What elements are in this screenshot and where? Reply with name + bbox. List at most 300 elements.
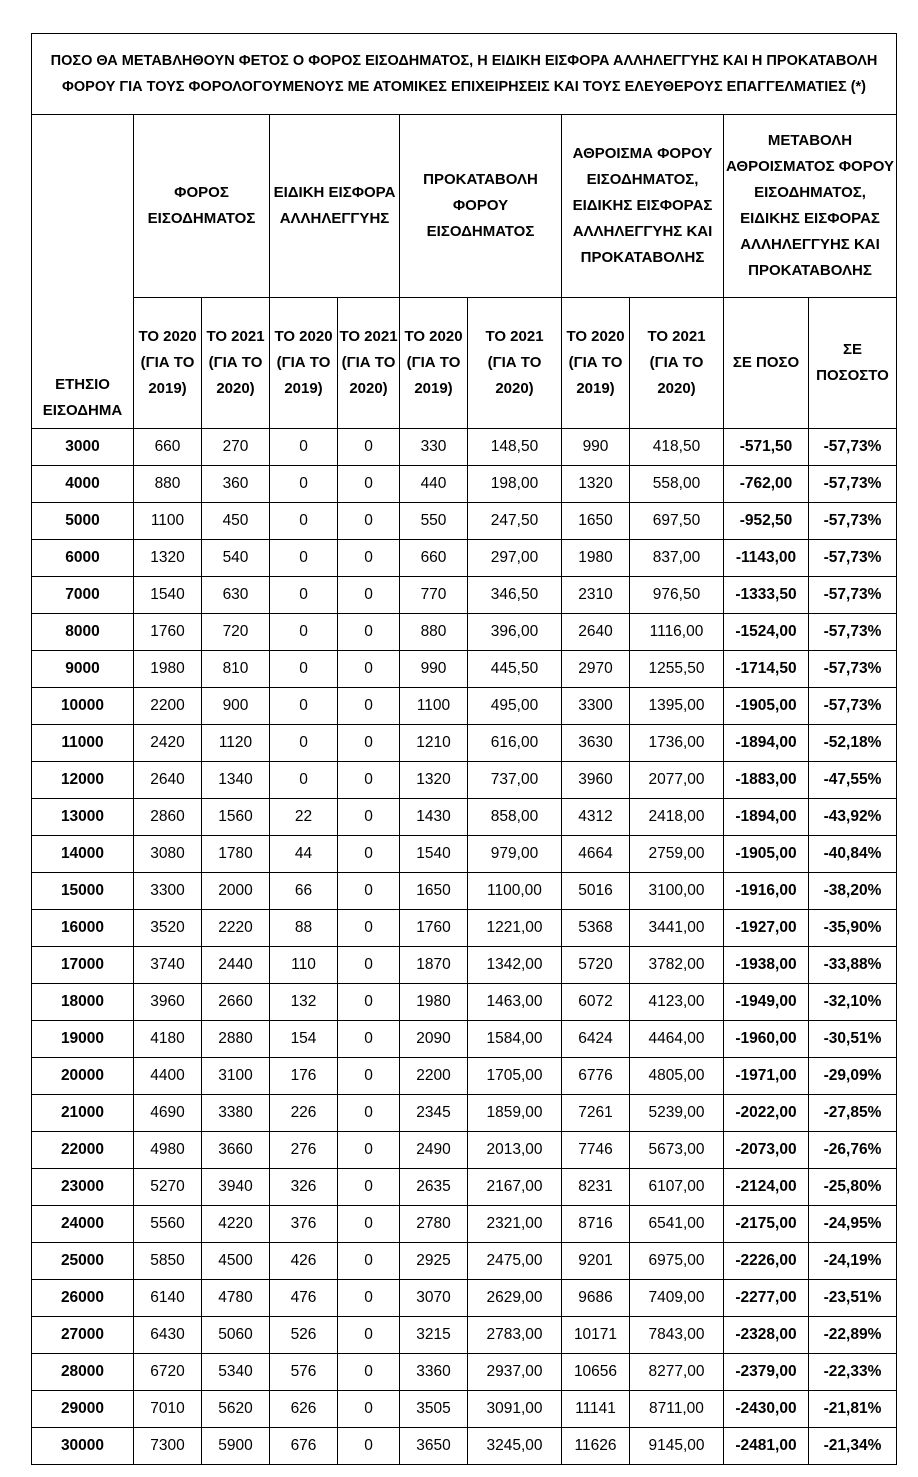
table-row	[32, 503, 897, 540]
cell-solidarity-2020: 0	[270, 725, 338, 762]
cell-prepayment-2020: 1430	[400, 799, 468, 836]
subheader-solidarity-2020: ΤΟ 2020 (ΓΙΑ ΤΟ 2019)	[270, 298, 338, 429]
cell-solidarity-2021: 0	[338, 1243, 400, 1280]
cell-change-percent: -57,73%	[809, 429, 897, 466]
cell-prepayment-2021: 2783,00	[468, 1317, 562, 1354]
cell-total-2021: 3782,00	[630, 947, 724, 984]
cell-prepayment-2020: 2635	[400, 1169, 468, 1206]
cell-solidarity-2020: 526	[270, 1317, 338, 1354]
cell-income: 7000	[32, 577, 134, 614]
cell-prepayment-2021: 2629,00	[468, 1280, 562, 1317]
table-row	[32, 577, 897, 614]
header-tax-prepayment: ΠΡΟΚΑΤΑΒΟΛΗ ΦΟΡΟΥ ΕΙΣΟΔΗΜΑΤΟΣ	[400, 115, 562, 298]
cell-total-2021: 7409,00	[630, 1280, 724, 1317]
cell-income: 17000	[32, 947, 134, 984]
cell-change-percent: -29,09%	[809, 1058, 897, 1095]
header-income-tax: ΦΟΡΟΣ ΕΙΣΟΔΗΜΑΤΟΣ	[134, 115, 270, 298]
cell-income: 25000	[32, 1243, 134, 1280]
cell-solidarity-2021: 0	[338, 651, 400, 688]
cell-income-tax-2021: 2880	[202, 1021, 270, 1058]
cell-solidarity-2021: 0	[338, 1206, 400, 1243]
cell-income: 28000	[32, 1354, 134, 1391]
cell-solidarity-2021: 0	[338, 725, 400, 762]
cell-income-tax-2021: 4220	[202, 1206, 270, 1243]
cell-change-amount: -571,50	[724, 429, 809, 466]
table-row	[32, 1169, 897, 1206]
cell-prepayment-2020: 1320	[400, 762, 468, 799]
cell-income-tax-2021: 4500	[202, 1243, 270, 1280]
cell-prepayment-2021: 1584,00	[468, 1021, 562, 1058]
cell-income-tax-2020: 5270	[134, 1169, 202, 1206]
cell-total-2021: 8711,00	[630, 1391, 724, 1428]
cell-prepayment-2021: 495,00	[468, 688, 562, 725]
cell-change-percent: -47,55%	[809, 762, 897, 799]
cell-income: 3000	[32, 429, 134, 466]
cell-income: 30000	[32, 1428, 134, 1465]
cell-change-percent: -24,95%	[809, 1206, 897, 1243]
cell-income-tax-2020: 2860	[134, 799, 202, 836]
cell-prepayment-2021: 858,00	[468, 799, 562, 836]
cell-change-percent: -26,76%	[809, 1132, 897, 1169]
cell-prepayment-2021: 1859,00	[468, 1095, 562, 1132]
table-row	[32, 466, 897, 503]
cell-solidarity-2020: 110	[270, 947, 338, 984]
cell-prepayment-2021: 2475,00	[468, 1243, 562, 1280]
cell-income-tax-2020: 660	[134, 429, 202, 466]
cell-solidarity-2020: 676	[270, 1428, 338, 1465]
cell-income: 6000	[32, 540, 134, 577]
cell-total-2020: 5720	[562, 947, 630, 984]
table-body	[32, 429, 897, 1465]
cell-solidarity-2020: 426	[270, 1243, 338, 1280]
cell-solidarity-2020: 176	[270, 1058, 338, 1095]
table-row	[32, 1428, 897, 1465]
cell-prepayment-2021: 1100,00	[468, 873, 562, 910]
table-row	[32, 1317, 897, 1354]
cell-change-percent: -57,73%	[809, 688, 897, 725]
cell-prepayment-2020: 2200	[400, 1058, 468, 1095]
cell-income-tax-2020: 3740	[134, 947, 202, 984]
cell-change-percent: -22,89%	[809, 1317, 897, 1354]
cell-income: 8000	[32, 614, 134, 651]
cell-income: 26000	[32, 1280, 134, 1317]
cell-income: 5000	[32, 503, 134, 540]
cell-change-percent: -32,10%	[809, 984, 897, 1021]
cell-total-2020: 7261	[562, 1095, 630, 1132]
subheader-income-tax-2021: ΤΟ 2021 (ΓΙΑ ΤΟ 2020)	[202, 298, 270, 429]
table-row	[32, 1132, 897, 1169]
cell-prepayment-2021: 616,00	[468, 725, 562, 762]
cell-total-2020: 2970	[562, 651, 630, 688]
tax-change-table	[31, 33, 897, 1465]
cell-total-2020: 3630	[562, 725, 630, 762]
cell-solidarity-2020: 154	[270, 1021, 338, 1058]
cell-income-tax-2021: 1780	[202, 836, 270, 873]
cell-income: 22000	[32, 1132, 134, 1169]
cell-prepayment-2021: 198,00	[468, 466, 562, 503]
cell-total-2020: 2640	[562, 614, 630, 651]
cell-income: 23000	[32, 1169, 134, 1206]
cell-change-percent: -57,73%	[809, 577, 897, 614]
cell-prepayment-2021: 2321,00	[468, 1206, 562, 1243]
cell-solidarity-2021: 0	[338, 1354, 400, 1391]
cell-prepayment-2021: 1342,00	[468, 947, 562, 984]
cell-change-amount: -2277,00	[724, 1280, 809, 1317]
table-row	[32, 1021, 897, 1058]
cell-income-tax-2020: 880	[134, 466, 202, 503]
cell-income-tax-2021: 5340	[202, 1354, 270, 1391]
cell-total-2020: 8716	[562, 1206, 630, 1243]
cell-change-percent: -57,73%	[809, 503, 897, 540]
cell-change-percent: -57,73%	[809, 540, 897, 577]
cell-income-tax-2021: 5620	[202, 1391, 270, 1428]
cell-solidarity-2021: 0	[338, 540, 400, 577]
cell-solidarity-2021: 0	[338, 947, 400, 984]
cell-income-tax-2020: 3520	[134, 910, 202, 947]
cell-income-tax-2020: 6720	[134, 1354, 202, 1391]
cell-solidarity-2020: 226	[270, 1095, 338, 1132]
cell-income-tax-2021: 630	[202, 577, 270, 614]
table-row	[32, 1391, 897, 1428]
cell-change-amount: -1905,00	[724, 836, 809, 873]
cell-prepayment-2020: 770	[400, 577, 468, 614]
subheader-total-2020: ΤΟ 2020 (ΓΙΑ ΤΟ 2019)	[562, 298, 630, 429]
cell-change-percent: -43,92%	[809, 799, 897, 836]
cell-total-2021: 3100,00	[630, 873, 724, 910]
cell-change-amount: -2328,00	[724, 1317, 809, 1354]
cell-total-2021: 1255,50	[630, 651, 724, 688]
cell-prepayment-2020: 1870	[400, 947, 468, 984]
cell-total-2020: 4312	[562, 799, 630, 836]
cell-change-amount: -1524,00	[724, 614, 809, 651]
header-total-sum: ΑΘΡΟΙΣΜΑ ΦΟΡΟΥ ΕΙΣΟΔΗΜΑΤΟΣ, ΕΙΔΙΚΗΣ ΕΙΣΦΟΡΑΣ ΑΛΛΗΛΕΓΓΥΗΣ ΚΑΙ ΠΡΟΚΑΤΑΒΟΛΗΣ	[562, 115, 724, 298]
cell-total-2020: 11626	[562, 1428, 630, 1465]
cell-change-percent: -24,19%	[809, 1243, 897, 1280]
cell-income-tax-2020: 7010	[134, 1391, 202, 1428]
cell-income-tax-2020: 2640	[134, 762, 202, 799]
cell-change-percent: -23,51%	[809, 1280, 897, 1317]
cell-change-amount: -1949,00	[724, 984, 809, 1021]
subheader-change-amount: ΣΕ ΠΟΣΟ	[724, 298, 809, 429]
cell-total-2021: 8277,00	[630, 1354, 724, 1391]
cell-change-amount: -2175,00	[724, 1206, 809, 1243]
cell-prepayment-2021: 247,50	[468, 503, 562, 540]
header-total-change: ΜΕΤΑΒΟΛΗ ΑΘΡΟΙΣΜΑΤΟΣ ΦΟΡΟΥ ΕΙΣΟΔΗΜΑΤΟΣ, ΕΙΔΙΚΗΣ ΕΙΣΦΟΡΑΣ ΑΛΛΗΛΕΓΓΥΗΣ ΚΑΙ ΠΡΟΚΑΤΑΒΟΛΗΣ	[724, 115, 897, 298]
cell-income-tax-2021: 270	[202, 429, 270, 466]
cell-income: 4000	[32, 466, 134, 503]
cell-income: 29000	[32, 1391, 134, 1428]
cell-income-tax-2021: 3660	[202, 1132, 270, 1169]
cell-total-2021: 9145,00	[630, 1428, 724, 1465]
cell-change-amount: -1883,00	[724, 762, 809, 799]
cell-solidarity-2020: 0	[270, 429, 338, 466]
cell-solidarity-2021: 0	[338, 1391, 400, 1428]
cell-change-amount: -1905,00	[724, 688, 809, 725]
cell-prepayment-2020: 3505	[400, 1391, 468, 1428]
table-row	[32, 429, 897, 466]
cell-solidarity-2020: 0	[270, 503, 338, 540]
cell-change-amount: -1333,50	[724, 577, 809, 614]
table-row	[32, 836, 897, 873]
cell-total-2020: 1650	[562, 503, 630, 540]
cell-income-tax-2020: 3300	[134, 873, 202, 910]
cell-change-percent: -38,20%	[809, 873, 897, 910]
cell-total-2020: 8231	[562, 1169, 630, 1206]
cell-solidarity-2020: 0	[270, 540, 338, 577]
table-row	[32, 910, 897, 947]
cell-change-amount: -1938,00	[724, 947, 809, 984]
cell-prepayment-2021: 1463,00	[468, 984, 562, 1021]
cell-change-percent: -57,73%	[809, 466, 897, 503]
cell-total-2021: 2759,00	[630, 836, 724, 873]
cell-total-2020: 2310	[562, 577, 630, 614]
subheader-solidarity-2021: ΤΟ 2021 (ΓΙΑ ΤΟ 2020)	[338, 298, 400, 429]
cell-change-amount: -1971,00	[724, 1058, 809, 1095]
cell-solidarity-2020: 576	[270, 1354, 338, 1391]
cell-total-2021: 3441,00	[630, 910, 724, 947]
cell-total-2020: 5368	[562, 910, 630, 947]
cell-solidarity-2021: 0	[338, 466, 400, 503]
cell-change-percent: -35,90%	[809, 910, 897, 947]
cell-prepayment-2021: 1705,00	[468, 1058, 562, 1095]
table-row	[32, 1280, 897, 1317]
cell-prepayment-2020: 3070	[400, 1280, 468, 1317]
table-row	[32, 688, 897, 725]
cell-solidarity-2021: 0	[338, 1169, 400, 1206]
table-row	[32, 984, 897, 1021]
cell-solidarity-2020: 88	[270, 910, 338, 947]
cell-solidarity-2021: 0	[338, 1095, 400, 1132]
cell-prepayment-2020: 2780	[400, 1206, 468, 1243]
cell-solidarity-2020: 132	[270, 984, 338, 1021]
cell-prepayment-2020: 1760	[400, 910, 468, 947]
cell-prepayment-2020: 440	[400, 466, 468, 503]
cell-total-2021: 4123,00	[630, 984, 724, 1021]
cell-solidarity-2021: 0	[338, 836, 400, 873]
cell-solidarity-2021: 0	[338, 762, 400, 799]
cell-solidarity-2021: 0	[338, 614, 400, 651]
cell-income: 19000	[32, 1021, 134, 1058]
cell-solidarity-2021: 0	[338, 984, 400, 1021]
cell-change-percent: -57,73%	[809, 614, 897, 651]
cell-income-tax-2020: 1100	[134, 503, 202, 540]
cell-income-tax-2021: 3380	[202, 1095, 270, 1132]
cell-change-amount: -1714,50	[724, 651, 809, 688]
cell-income-tax-2021: 1340	[202, 762, 270, 799]
cell-change-amount: -1894,00	[724, 725, 809, 762]
cell-income-tax-2020: 4980	[134, 1132, 202, 1169]
cell-change-amount: -1143,00	[724, 540, 809, 577]
cell-change-percent: -21,34%	[809, 1428, 897, 1465]
cell-total-2021: 7843,00	[630, 1317, 724, 1354]
cell-prepayment-2020: 880	[400, 614, 468, 651]
cell-solidarity-2020: 0	[270, 577, 338, 614]
cell-total-2020: 1320	[562, 466, 630, 503]
cell-solidarity-2020: 0	[270, 688, 338, 725]
cell-total-2020: 9686	[562, 1280, 630, 1317]
cell-solidarity-2021: 0	[338, 873, 400, 910]
cell-prepayment-2020: 550	[400, 503, 468, 540]
cell-change-percent: -40,84%	[809, 836, 897, 873]
cell-solidarity-2020: 0	[270, 762, 338, 799]
cell-income-tax-2020: 5560	[134, 1206, 202, 1243]
cell-income-tax-2021: 5900	[202, 1428, 270, 1465]
cell-prepayment-2020: 2090	[400, 1021, 468, 1058]
cell-total-2021: 1736,00	[630, 725, 724, 762]
cell-solidarity-2021: 0	[338, 688, 400, 725]
table-row	[32, 873, 897, 910]
header-annual-income: ΕΤΗΣΙΟ ΕΙΣΟΔΗΜΑ	[32, 115, 134, 429]
table-row	[32, 947, 897, 984]
cell-prepayment-2020: 990	[400, 651, 468, 688]
cell-total-2021: 697,50	[630, 503, 724, 540]
table-row	[32, 1095, 897, 1132]
cell-prepayment-2020: 3650	[400, 1428, 468, 1465]
cell-solidarity-2020: 0	[270, 614, 338, 651]
cell-income-tax-2020: 3960	[134, 984, 202, 1021]
cell-income-tax-2020: 5850	[134, 1243, 202, 1280]
cell-income-tax-2021: 810	[202, 651, 270, 688]
cell-total-2020: 7746	[562, 1132, 630, 1169]
cell-total-2021: 6107,00	[630, 1169, 724, 1206]
cell-solidarity-2020: 626	[270, 1391, 338, 1428]
cell-income-tax-2021: 360	[202, 466, 270, 503]
cell-prepayment-2020: 660	[400, 540, 468, 577]
cell-income-tax-2020: 3080	[134, 836, 202, 873]
cell-income-tax-2020: 1320	[134, 540, 202, 577]
cell-total-2020: 9201	[562, 1243, 630, 1280]
cell-prepayment-2021: 346,50	[468, 577, 562, 614]
header-solidarity-contribution: ΕΙΔΙΚΗ ΕΙΣΦΟΡΑ ΑΛΛΗΛΕΓΓΥΗΣ	[270, 115, 400, 298]
cell-income-tax-2021: 1560	[202, 799, 270, 836]
cell-change-amount: -2226,00	[724, 1243, 809, 1280]
table-row	[32, 1058, 897, 1095]
cell-prepayment-2020: 1210	[400, 725, 468, 762]
cell-income: 10000	[32, 688, 134, 725]
cell-income-tax-2020: 4180	[134, 1021, 202, 1058]
cell-prepayment-2021: 3091,00	[468, 1391, 562, 1428]
cell-total-2021: 558,00	[630, 466, 724, 503]
table-row	[32, 1206, 897, 1243]
cell-total-2020: 6776	[562, 1058, 630, 1095]
cell-prepayment-2020: 1650	[400, 873, 468, 910]
cell-income: 24000	[32, 1206, 134, 1243]
subheader-change-percent: ΣΕ ΠΟΣΟΣΤΟ	[809, 298, 897, 429]
cell-total-2021: 5239,00	[630, 1095, 724, 1132]
cell-income-tax-2020: 6140	[134, 1280, 202, 1317]
cell-change-amount: -2124,00	[724, 1169, 809, 1206]
cell-change-amount: -1916,00	[724, 873, 809, 910]
cell-income-tax-2020: 2420	[134, 725, 202, 762]
cell-income-tax-2021: 2220	[202, 910, 270, 947]
cell-prepayment-2021: 445,50	[468, 651, 562, 688]
cell-income-tax-2021: 3100	[202, 1058, 270, 1095]
cell-income-tax-2020: 1980	[134, 651, 202, 688]
cell-change-amount: -2430,00	[724, 1391, 809, 1428]
cell-solidarity-2021: 0	[338, 1280, 400, 1317]
table-row	[32, 540, 897, 577]
cell-total-2020: 10656	[562, 1354, 630, 1391]
cell-solidarity-2021: 0	[338, 1058, 400, 1095]
cell-total-2020: 990	[562, 429, 630, 466]
cell-change-amount: -1960,00	[724, 1021, 809, 1058]
cell-prepayment-2020: 1100	[400, 688, 468, 725]
subheader-total-2021: ΤΟ 2021 (ΓΙΑ ΤΟ 2020)	[630, 298, 724, 429]
cell-solidarity-2021: 0	[338, 577, 400, 614]
cell-solidarity-2020: 0	[270, 466, 338, 503]
cell-prepayment-2020: 2345	[400, 1095, 468, 1132]
cell-change-percent: -25,80%	[809, 1169, 897, 1206]
cell-change-amount: -952,50	[724, 503, 809, 540]
cell-income-tax-2021: 2660	[202, 984, 270, 1021]
cell-prepayment-2020: 1980	[400, 984, 468, 1021]
cell-change-amount: -2022,00	[724, 1095, 809, 1132]
cell-solidarity-2020: 276	[270, 1132, 338, 1169]
cell-prepayment-2020: 3215	[400, 1317, 468, 1354]
subheader-income-tax-2020: ΤΟ 2020 (ΓΙΑ ΤΟ 2019)	[134, 298, 202, 429]
subheader-prepayment-2021: ΤΟ 2021 (ΓΙΑ ΤΟ 2020)	[468, 298, 562, 429]
cell-total-2021: 4464,00	[630, 1021, 724, 1058]
cell-income-tax-2020: 2200	[134, 688, 202, 725]
cell-solidarity-2021: 0	[338, 503, 400, 540]
cell-income: 11000	[32, 725, 134, 762]
cell-income: 21000	[32, 1095, 134, 1132]
cell-prepayment-2021: 148,50	[468, 429, 562, 466]
cell-income: 9000	[32, 651, 134, 688]
cell-solidarity-2021: 0	[338, 1021, 400, 1058]
cell-solidarity-2020: 66	[270, 873, 338, 910]
table-row	[32, 799, 897, 836]
cell-income-tax-2021: 450	[202, 503, 270, 540]
table-row	[32, 762, 897, 799]
cell-change-percent: -57,73%	[809, 651, 897, 688]
cell-income-tax-2020: 1760	[134, 614, 202, 651]
cell-income-tax-2021: 2440	[202, 947, 270, 984]
cell-income-tax-2021: 4780	[202, 1280, 270, 1317]
cell-income-tax-2020: 4400	[134, 1058, 202, 1095]
cell-prepayment-2021: 1221,00	[468, 910, 562, 947]
cell-income: 20000	[32, 1058, 134, 1095]
table-row	[32, 1243, 897, 1280]
cell-income: 15000	[32, 873, 134, 910]
cell-prepayment-2021: 2167,00	[468, 1169, 562, 1206]
cell-prepayment-2021: 396,00	[468, 614, 562, 651]
cell-solidarity-2020: 44	[270, 836, 338, 873]
cell-solidarity-2021: 0	[338, 910, 400, 947]
cell-prepayment-2021: 2937,00	[468, 1354, 562, 1391]
cell-change-amount: -1927,00	[724, 910, 809, 947]
cell-prepayment-2020: 330	[400, 429, 468, 466]
cell-prepayment-2021: 737,00	[468, 762, 562, 799]
cell-income-tax-2021: 1120	[202, 725, 270, 762]
cell-total-2021: 5673,00	[630, 1132, 724, 1169]
cell-total-2020: 6072	[562, 984, 630, 1021]
cell-total-2021: 2077,00	[630, 762, 724, 799]
cell-change-percent: -52,18%	[809, 725, 897, 762]
cell-change-percent: -27,85%	[809, 1095, 897, 1132]
cell-prepayment-2021: 297,00	[468, 540, 562, 577]
cell-total-2021: 976,50	[630, 577, 724, 614]
cell-prepayment-2020: 2925	[400, 1243, 468, 1280]
cell-total-2020: 11141	[562, 1391, 630, 1428]
cell-income-tax-2021: 2000	[202, 873, 270, 910]
cell-income: 27000	[32, 1317, 134, 1354]
cell-income-tax-2020: 4690	[134, 1095, 202, 1132]
cell-change-amount: -2379,00	[724, 1354, 809, 1391]
cell-income: 16000	[32, 910, 134, 947]
cell-solidarity-2020: 0	[270, 651, 338, 688]
cell-change-amount: -2073,00	[724, 1132, 809, 1169]
